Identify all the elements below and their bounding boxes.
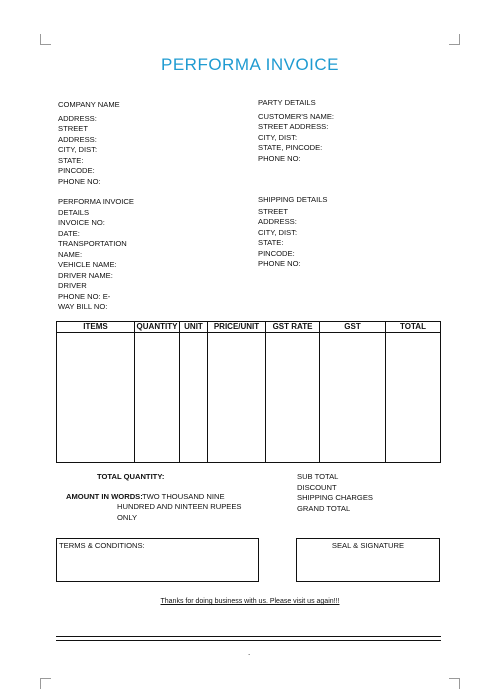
invoice-line: DATE: [58, 228, 80, 238]
invoice-line: PERFORMA INVOICE [58, 197, 134, 206]
party-details [258, 98, 334, 164]
table-header-row [57, 322, 441, 333]
invoice-line: PHONE NO: E- [58, 291, 111, 301]
invoice-line: NAME: [58, 249, 83, 259]
quantity-cell[interactable] [135, 333, 180, 463]
shipping-line: CITY, DIST: [258, 227, 298, 237]
column-header-unit: UNIT [180, 322, 208, 333]
footer-rule-bottom [56, 640, 441, 641]
gst-cell[interactable] [320, 333, 386, 463]
thanks-message: Thanks for doing business with us. Please visit us again!!! [160, 598, 340, 605]
seal-signature-label: SEAL & SIGNATURE [331, 541, 405, 550]
total-cell[interactable] [386, 333, 441, 463]
party-line: STATE, PINCODE: [258, 143, 323, 152]
column-header-price-unit: PRICE/UNIT [208, 322, 266, 333]
shipping-line: ADDRESS: [258, 217, 297, 226]
column-header-gst: GST [320, 322, 386, 333]
gst-rate-cell[interactable] [266, 333, 320, 463]
invoice-line: INVOICE NO: [58, 218, 105, 227]
page-title: PERFORMA INVOICE [160, 55, 340, 74]
seal-signature-box [296, 538, 440, 582]
company-name-label: COMPANY NAME [58, 100, 120, 109]
unit-cell[interactable] [180, 333, 208, 463]
totals-list [297, 472, 373, 514]
company-details [58, 100, 120, 187]
grand-total-label: GRAND TOTAL [297, 503, 351, 513]
company-line: PINCODE: [58, 166, 95, 175]
amount-in-words-value [142, 492, 225, 503]
column-header-total: TOTAL [386, 322, 441, 333]
company-line: ADDRESS: [58, 134, 97, 144]
amount-line: ONLY [117, 512, 138, 522]
column-header-gst-rate: GST RATE [266, 322, 320, 333]
invoice-details [58, 197, 134, 313]
party-line: CUSTOMER'S NAME: [258, 111, 334, 121]
terms-box [56, 538, 259, 582]
invoice-line: TRANSPORTATION [58, 239, 127, 248]
company-line: CITY, DIST: [58, 145, 98, 154]
items-cell[interactable] [57, 333, 135, 463]
table-body-row [57, 333, 441, 463]
shipping-line: PHONE NO: [258, 259, 301, 268]
amount-line: TWO THOUSAND NINE [142, 492, 225, 501]
shipping-line: STREET [258, 206, 288, 216]
invoice-line: DRIVER NAME: [58, 270, 113, 280]
amount-in-words-label: AMOUNT IN WORDS: [66, 492, 143, 501]
shipping-line: STATE: [258, 238, 284, 247]
invoice-line: DRIVER [58, 281, 87, 290]
amount-in-words-continuation [117, 502, 241, 523]
company-line: PHONE NO: [58, 176, 101, 186]
shipping-charges-label: SHIPPING CHARGES [297, 493, 373, 502]
party-line: STREET ADDRESS: [258, 122, 329, 131]
crop-mark-bottom-left [40, 678, 51, 689]
terms-label: TERMS & CONDITIONS: [59, 541, 145, 550]
column-header-items: ITEMS [57, 322, 135, 333]
footer-rule-top [56, 636, 441, 637]
footer-dot: . [248, 648, 251, 657]
crop-mark-bottom-right [449, 678, 460, 689]
shipping-details-heading: SHIPPING DETAILS [258, 195, 328, 204]
party-details-heading: PARTY DETAILS [258, 98, 316, 107]
price-unit-cell[interactable] [208, 333, 266, 463]
discount-label: DISCOUNT [297, 482, 337, 492]
crop-mark-top-left [40, 34, 51, 45]
crop-mark-top-right [449, 34, 460, 45]
company-line: ADDRESS: [58, 113, 97, 123]
party-line: PHONE NO: [258, 153, 301, 163]
items-table [56, 321, 441, 463]
invoice-line: WAY BILL NO: [58, 302, 108, 311]
company-line: STREET [58, 124, 88, 133]
shipping-line: PINCODE: [258, 248, 295, 258]
sub-total-label: SUB TOTAL [297, 472, 339, 481]
party-line: CITY, DIST: [258, 132, 298, 142]
invoice-line: DETAILS [58, 207, 90, 217]
amount-line: HUNDRED AND NINTEEN RUPEES [117, 502, 242, 511]
total-quantity-label: TOTAL QUANTITY: [97, 472, 165, 481]
column-header-quantity: QUANTITY [135, 322, 180, 333]
invoice-line: VEHICLE NAME: [58, 260, 117, 269]
shipping-details [258, 195, 328, 270]
company-line: STATE: [58, 155, 84, 165]
